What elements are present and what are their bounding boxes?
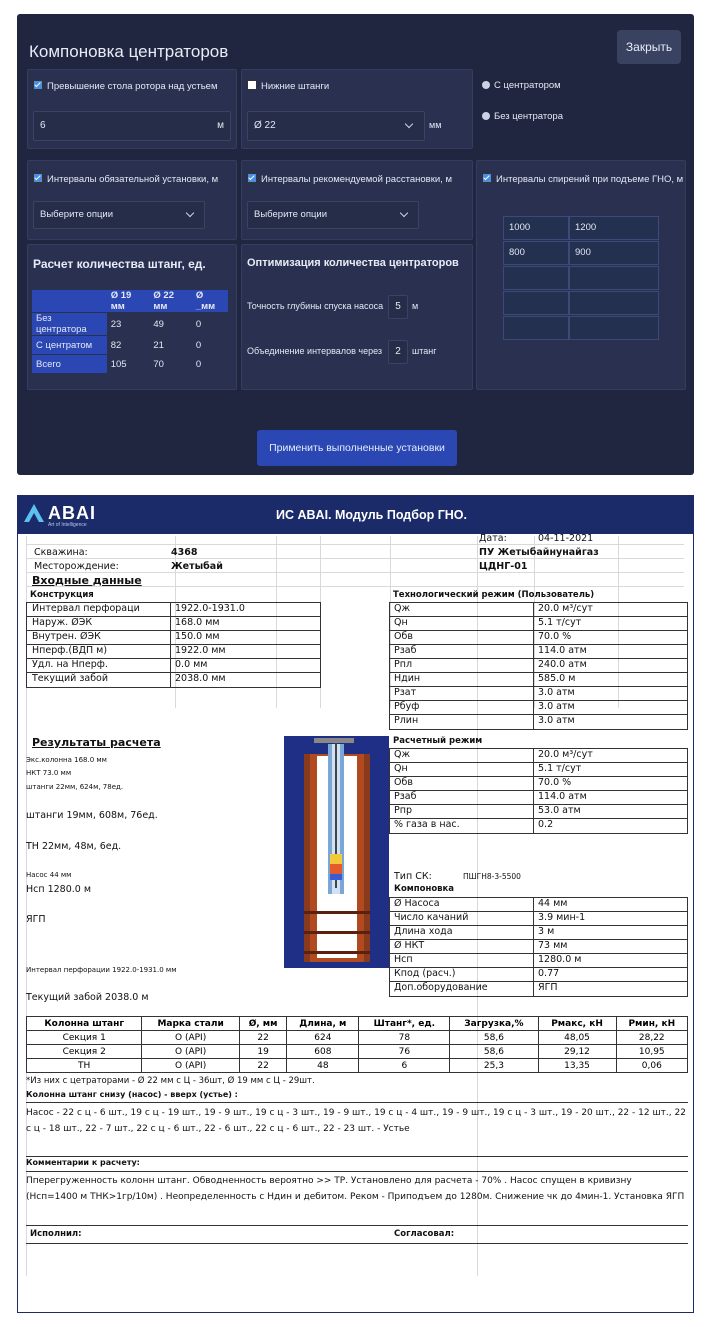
tripping-checkbox[interactable] bbox=[482, 173, 683, 185]
radio-dot-icon bbox=[482, 81, 490, 89]
radio-without-label: Без центратора bbox=[494, 111, 563, 122]
rods-order-label: Колонна штанг снизу (насос) - вверх (устье) : bbox=[26, 1090, 238, 1099]
calc-mode-header: Расчетный режим bbox=[393, 736, 483, 746]
tripping-cell[interactable] bbox=[569, 291, 659, 315]
table-row: Ø 19 мм Ø 22 мм Ø _мм bbox=[32, 290, 228, 313]
opt-title: Оптимизация количества центраторов bbox=[247, 257, 459, 269]
date-value: 04-11-2021 bbox=[538, 533, 594, 544]
well-value: 4368 bbox=[171, 547, 198, 558]
close-button[interactable]: Закрыть bbox=[617, 30, 681, 64]
recommended-select-value: Выберите опции bbox=[254, 209, 328, 220]
lower-rods-checkbox[interactable] bbox=[247, 80, 329, 92]
layout-header: Компоновка bbox=[394, 884, 455, 894]
apply-button[interactable]: Применить выполненные установки bbox=[257, 430, 457, 466]
tripping-cell[interactable] bbox=[503, 316, 569, 340]
sk-value: ПШГН8-3-5500 bbox=[463, 872, 521, 881]
lower-rods-select[interactable] bbox=[247, 111, 425, 141]
comments-label: Комментарии к расчету: bbox=[26, 1158, 140, 1167]
tech-header: Технологический режим (Пользователь) bbox=[393, 590, 595, 600]
opt-merge-label: Объединение интервалов через bbox=[247, 346, 383, 356]
calc-title: Расчет количества штанг, ед. bbox=[33, 257, 206, 271]
table-row: ТН Ο (API) 22 48 6 25,3 13,35 0,06 bbox=[27, 1059, 688, 1073]
mandatory-panel bbox=[27, 160, 237, 240]
footnote: *Из них с цетраторами - Ø 22 мм с Ц - 36шт, Ø 19 мм с Ц - 29шт. bbox=[26, 1076, 315, 1086]
tripping-cell[interactable] bbox=[503, 291, 569, 315]
tripping-label: Интервалы спирений при подъеме ГНО, м bbox=[496, 174, 684, 185]
opt-merge-unit: штанг bbox=[412, 346, 437, 356]
results-header: Результаты расчета bbox=[32, 736, 161, 749]
org2: ЦДНГ-01 bbox=[479, 561, 528, 572]
lower-rods-value: Ø 22 bbox=[254, 120, 276, 131]
excess-value: 6 bbox=[40, 120, 46, 131]
chevron-down-icon bbox=[400, 209, 408, 217]
tripping-cell[interactable] bbox=[569, 266, 659, 290]
dialog-title: Компоновка центраторов bbox=[29, 42, 229, 61]
opt-depth-label: Точность глубины спуска насоса bbox=[247, 301, 384, 311]
recommended-label: Интервалы рекомендуемой расстановки, м bbox=[261, 174, 452, 185]
chevron-down-icon bbox=[405, 120, 413, 128]
radio-dot-icon bbox=[482, 112, 490, 120]
chevron-down-icon bbox=[186, 209, 194, 217]
tripping-cell[interactable]: 1000 bbox=[503, 216, 569, 240]
mandatory-checkbox[interactable] bbox=[33, 173, 218, 185]
executor-label: Исполнил: bbox=[30, 1229, 82, 1239]
table-row: Секция 2 Ο (API) 19 608 76 58,6 29,12 10,95 bbox=[27, 1045, 688, 1059]
tripping-cell[interactable] bbox=[503, 266, 569, 290]
wellhead bbox=[314, 738, 354, 743]
table-row: Всего 105 70 0 bbox=[32, 355, 228, 374]
excess-label: Превышение стола ротора над устьем bbox=[47, 81, 218, 92]
mandatory-select-value: Выберите опции bbox=[40, 209, 114, 220]
input-header: Входные данные bbox=[32, 574, 142, 587]
date-label: Дата: bbox=[479, 533, 507, 544]
well-diagram bbox=[284, 736, 389, 968]
table-row: Колонна штанг Марка стали Ø, мм Длина, м Штанг*, ед. Загрузка,% Pмакс, кН Pмин, кН bbox=[27, 1017, 688, 1031]
lower-rods-unit: мм bbox=[429, 120, 442, 130]
tripping-panel bbox=[476, 160, 686, 390]
opt-depth-unit: м bbox=[412, 301, 419, 311]
comments-text: Пперегруженность колонн штанг. Обводненность вероятно >> ТР. Установлено для расчета - 70% . Насос спущен в кривизну (Нсп=1400 м ТНК>1гр/10м) . Неопределенность с Ндин и дебитом. Реком - Приподъем до 1280м. Снижение чк до 4мин-1. Установка ЯГП bbox=[26, 1176, 685, 1202]
construction-header: Конструкция bbox=[30, 590, 94, 600]
pump bbox=[330, 854, 342, 864]
recommended-panel bbox=[241, 160, 473, 240]
calc-table bbox=[32, 290, 228, 374]
radio-without-centralizer[interactable] bbox=[482, 111, 563, 122]
excess-panel bbox=[27, 69, 237, 149]
report-header bbox=[18, 496, 693, 534]
opt-merge-input[interactable]: 2 bbox=[388, 340, 408, 364]
logo-sub: Art of Intelligence bbox=[48, 522, 87, 528]
rod-table bbox=[26, 1016, 688, 1073]
report-sheet: ABAI Art of Intelligence ИС ABAI. Модуль Подбор ГНО. Дата: 04-11-2021 ПУ Жетыбайнунайгаз ЦДНГ-01 Скважина: 4368 Месторождение: Жетыбай Входные данные Конструкция Интервал перфораци 1922.0-1931.0 Наруж. ØЭК 168.0 мм Внутрен. ØЭК 150.0 мм Нперф.(ВДП м) 1922.0 мм Удл. на Нперф. 0.0 мм Текущий забой 2038.0 мм Технологический режим (Пользователь) Qж 20.0 м³/сут Qн 5.1 т/сут Обв 70.0 % Рзаб 114.0 атм Рпл 240.0 атм Ндин 585.0 м Рзат 3.0 атм Рбуф 3.0 атм Рлин 3.0 атм Результаты расчета Экс.колонна 168.0 мм НКТ 73.0 мм штанги 22мм, 624м, 78ед. штанги 19мм, 608м, 76ед. ТН 22мм, 48м, 6ед. Насос 44 мм Нсп 1280.0 м ЯГП Интервал перфорации 1922.0-1931.0 мм Текущий забой 2038.0 м Расчетный режим Qж 20.0 м³/сут Qн 5.1 т/сут Обв 70.0 % Рзаб 114.0 атм Рпр 53.0 атм % газа в нас. 0.2 Тип СК: ПШГН8-3-5500 Компоновка Ø Насоса 44 мм Число качаний 3.9 мин-1 Длина хода 3 м Ø НКТ 73 мм Нсп 1280.0 м Кпод (расч.) 0.77 Доп.оборудование ЯГП Колонна штанг Марка стали Ø, мм Длина, м Штанг*, ед. Загрузка,% Pмакс, кН Pмин, кН Секция 1 Ο (API) 22 624 78 58,6 48,05 28,22 Секция 2 Ο (API) 19 608 76 58,6 29,12 10,95 ТН Ο (API) 22 48 6 25,3 13,35 0,06 *Из них с цетраторами - Ø 22 мм с Ц - 36шт, Ø 19 мм с Ц - 29шт. Колонна штанг снизу (насос) - вверх (устье) : Насос - 22 с ц - 6 шт., 19 с ц - 19 шт., 19 - 9 шт., 19 с ц - 3 шт., 19 - 9 шт., 19 с ц - 4 шт., 19 - 9 шт., 19 с ц - 3 шт., 19 - 20 шт., 22 - 12 шт., 22 с ц - 18 шт., 22 - 7 шт., 22 с ц - 6 шт., 22 - 6 шт., 22 с ц - 6 шт., 22 - 23 шт. - Устье Комментарии к расчету: Пперегруженность колонн штанг. Обводненность вероятно >> ТР. Установлено для расчета - 70% . Насос спущен в кривизну (Нсп=1400 м ТНК>1гр/10м) . Неопределенность с Ндин и дебитом. Реком - Приподъем до 1280м. Снижение чк до 4мин-1. Установка ЯГП Исполнил: Согласовал: bbox=[17, 495, 694, 1313]
report-title: ИС ABAI. Модуль Подбор ГНО. bbox=[276, 508, 468, 522]
logo: ABAI bbox=[48, 503, 96, 523]
table-row: Секция 1 Ο (API) 22 624 78 58,6 48,05 28,22 bbox=[27, 1031, 688, 1045]
optimization-panel bbox=[241, 244, 473, 390]
rods-order-text: Насос - 22 с ц - 6 шт., 19 с ц - 19 шт., 19 - 9 шт., 19 с ц - 3 шт., 19 - 9 шт., 19 с ц - 4 шт., 19 - 9 шт., 19 с ц - 3 шт., 19 - 20 шт., 22 - 12 шт., 22 с ц - 18 шт., 22 - 7 шт., 22 с ц - 6 шт., 22 - 6 шт., 22 с ц - 6 шт., 22 - 23 шт. - Устье bbox=[26, 1108, 686, 1134]
opt-depth-input[interactable]: 5 bbox=[388, 295, 408, 319]
mandatory-label: Интервалы обязательной установки, м bbox=[47, 174, 219, 185]
centralizer-layout-dialog bbox=[17, 14, 694, 475]
calc-panel bbox=[27, 244, 237, 390]
tripping-cell[interactable]: 1200 bbox=[569, 216, 659, 240]
tripping-cell[interactable] bbox=[569, 316, 659, 340]
table-row: Без центратора 23 49 0 bbox=[32, 313, 228, 336]
recommended-checkbox[interactable] bbox=[247, 173, 452, 185]
org1: ПУ Жетыбайнунайгаз bbox=[479, 547, 599, 558]
tripping-cell[interactable]: 800 bbox=[503, 241, 569, 265]
approved-label: Согласовал: bbox=[394, 1229, 455, 1239]
recommended-select[interactable] bbox=[247, 201, 419, 229]
radio-with-label: С центратором bbox=[494, 80, 561, 91]
excess-input[interactable] bbox=[33, 111, 231, 141]
tripping-cell[interactable]: 900 bbox=[569, 241, 659, 265]
field-value: Жетыбай bbox=[171, 561, 223, 572]
mandatory-select[interactable] bbox=[33, 201, 205, 229]
lower-rods-panel bbox=[241, 69, 473, 149]
excess-unit: м bbox=[217, 120, 224, 131]
radio-with-centralizer[interactable] bbox=[482, 80, 561, 91]
centralizer-mode-panel bbox=[476, 69, 686, 149]
lower-rods-label: Нижние штанги bbox=[261, 81, 330, 92]
well-label: Скважина: bbox=[34, 547, 88, 558]
sk-label: Тип СК: bbox=[394, 871, 432, 882]
field-label: Месторождение: bbox=[34, 561, 119, 572]
table-row: С центратом 82 21 0 bbox=[32, 336, 228, 355]
excess-checkbox[interactable] bbox=[33, 80, 218, 92]
